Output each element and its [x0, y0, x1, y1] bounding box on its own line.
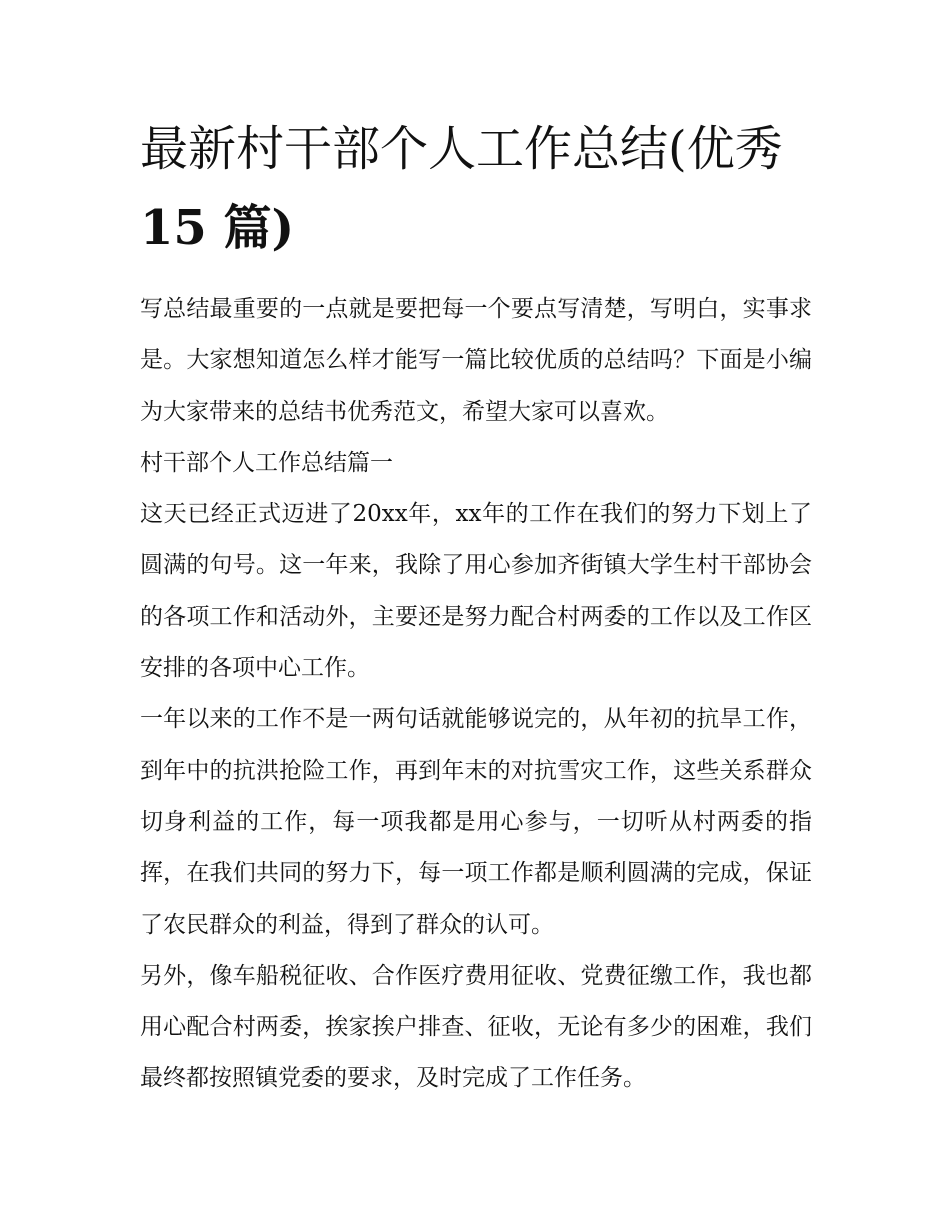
intro-paragraph: 写总结最重要的一点就是要把每一个要点写清楚，写明白，实事求是。大家想知道怎么样才能写一篇比较优质的总结吗？下面是小编为大家带来的总结书优秀范文，希望大家可以喜欢。 [140, 296, 812, 425]
title-line-1: 最新村干部个人工作总结(优秀 [140, 121, 783, 177]
title-suffix: 篇) [206, 200, 295, 256]
body-paragraph-2: 一年以来的工作不是一两句话就能够说完的，从年初的抗旱工作，到年中的抗洪抢险工作，再到年末的对抗雪灾工作，这些关系群众切身利益的工作，每一项我都是用心参与，一切听从村两委的指挥，在我们共同的努力下，每一项工作都是顺利圆满的完成，保证了农民群众的利益，得到了群众的认可。 [140, 706, 812, 938]
section-heading: 村干部个人工作总结篇一 [140, 449, 393, 476]
document-page [140, 110, 812, 1105]
document-body [140, 284, 812, 1105]
body-paragraph-3: 另外，像车船税征收、合作医疗费用征收、党费征缴工作，我也都用心配合村两委，挨家挨户排查、征收，无论有多少的困难，我们最终都按照镇党委的要求，及时完成了工作任务。 [140, 962, 812, 1092]
body-paragraph-1: 这天已经正式迈进了20xx年，xx年的工作在我们的努力下划上了圆满的句号。这一年来，我除了用心参加齐街镇大学生村干部协会的各项工作和活动外，主要还是努力配合村两委的工作以及工作区安排的各项中心工作。 [140, 501, 812, 682]
document-title [140, 110, 812, 268]
title-count: 15 [140, 200, 207, 256]
